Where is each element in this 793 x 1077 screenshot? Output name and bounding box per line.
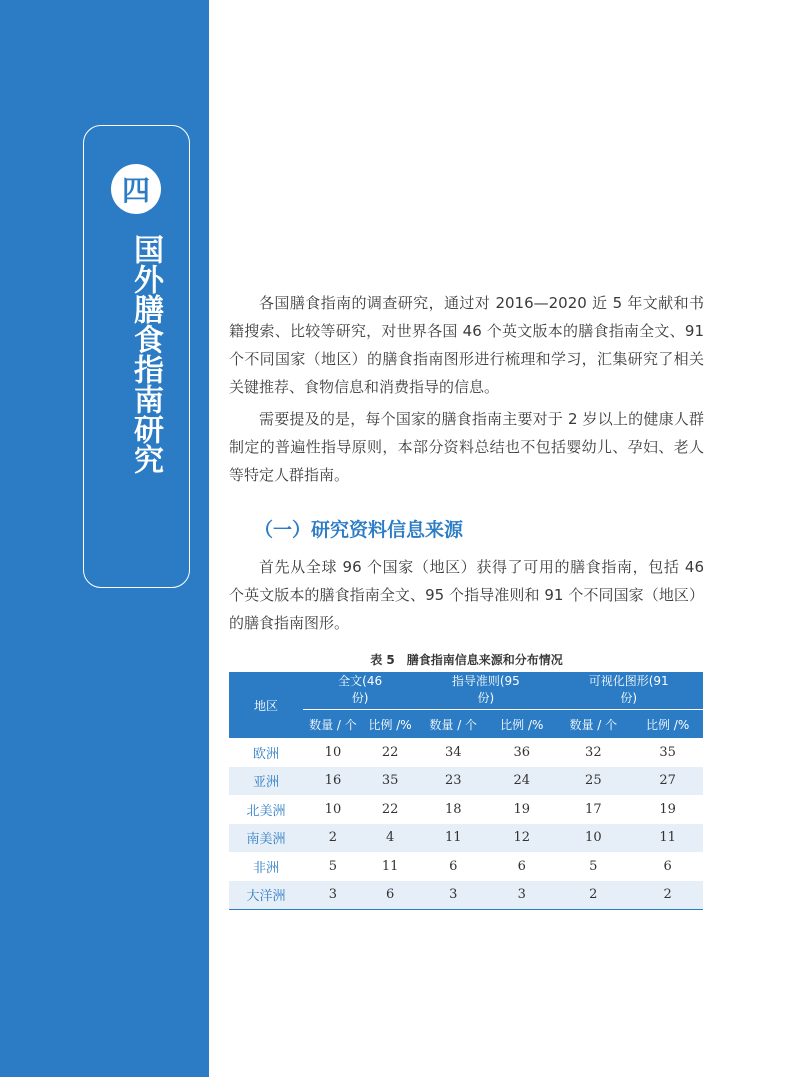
table-cell: 19	[632, 795, 703, 824]
table-cell: 11	[417, 824, 489, 853]
region-cell: 北美洲	[229, 795, 303, 824]
region-cell: 亚洲	[229, 767, 303, 796]
table-cell: 3	[303, 881, 363, 910]
table-cell: 35	[632, 738, 703, 767]
region-cell: 欧洲	[229, 738, 303, 767]
region-column-header: 地区	[229, 672, 303, 738]
table-cell: 18	[417, 795, 489, 824]
table-cell: 17	[554, 795, 632, 824]
region-cell: 非洲	[229, 852, 303, 881]
sub-header: 比例 /%	[363, 710, 417, 738]
table-cell: 6	[363, 881, 417, 910]
sub-header: 比例 /%	[632, 710, 703, 738]
table-cell: 16	[303, 767, 363, 796]
table-cell: 11	[632, 824, 703, 853]
chapter-number-badge: 四	[111, 164, 161, 214]
table-cell: 22	[363, 738, 417, 767]
chapter-title: 国外膳食指南研究	[128, 234, 163, 474]
table-cell: 5	[303, 852, 363, 881]
sub-header: 数量 / 个	[303, 710, 363, 738]
intro-paragraph-2: 需要提及的是，每个国家的膳食指南主要对于 2 岁以上的健康人群制定的普遍性指导原则，本部分资料总结也不包括婴幼儿、孕妇、老人等特定人群指南。	[229, 410, 704, 484]
group-header-fulltext: 全文(46 份)	[303, 672, 417, 710]
table-cell: 35	[363, 767, 417, 796]
table-row	[229, 767, 703, 796]
sub-header: 比例 /%	[489, 710, 554, 738]
intro-paragraph-1: 各国膳食指南的调查研究，通过对 2016—2020 近 5 年文献和书籍搜索、比较等研究，对世界各国 46 个英文版本的膳食指南全文、91 个不同国家（地区）的膳食指南图形进行梳理和学习，汇集研究了相关关键推荐、食物信息和消费指导的信息。	[229, 294, 704, 396]
table-cell: 2	[632, 881, 703, 910]
table-cell: 23	[417, 767, 489, 796]
data-table	[229, 672, 703, 910]
table-cell: 34	[417, 738, 489, 767]
table-row	[229, 881, 703, 910]
table-cell: 12	[489, 824, 554, 853]
table-cell: 19	[489, 795, 554, 824]
table-cell: 3	[489, 881, 554, 910]
section-paragraph: 首先从全球 96 个国家（地区）获得了可用的膳食指南，包括 46 个英文版本的膳食指南全文、95 个指导准则和 91 个不同国家（地区）的膳食指南图形。	[229, 558, 704, 632]
group-header-graphics: 可视化图形(91 份)	[554, 672, 703, 710]
table-cell: 27	[632, 767, 703, 796]
sub-header: 数量 / 个	[417, 710, 489, 738]
table-caption: 表 5 膳食指南信息来源和分布情况	[370, 653, 563, 667]
table-cell: 10	[303, 795, 363, 824]
table-cell: 10	[303, 738, 363, 767]
table-row	[229, 795, 703, 824]
table-row	[229, 852, 703, 881]
table-cell: 24	[489, 767, 554, 796]
table-cell: 10	[554, 824, 632, 853]
table-row	[229, 824, 703, 853]
region-cell: 大洋洲	[229, 881, 303, 910]
region-cell: 南美洲	[229, 824, 303, 853]
table-cell: 11	[363, 852, 417, 881]
table-cell: 6	[489, 852, 554, 881]
sub-header: 数量 / 个	[554, 710, 632, 738]
table-cell: 5	[554, 852, 632, 881]
table-cell: 22	[363, 795, 417, 824]
table-cell: 6	[417, 852, 489, 881]
table-cell: 3	[417, 881, 489, 910]
table-cell: 6	[632, 852, 703, 881]
table-cell: 25	[554, 767, 632, 796]
table-cell: 2	[303, 824, 363, 853]
group-header-guidelines: 指导准则(95 份)	[417, 672, 554, 710]
table-row	[229, 738, 703, 767]
table-cell: 4	[363, 824, 417, 853]
table-cell: 32	[554, 738, 632, 767]
table-cell: 2	[554, 881, 632, 910]
section-heading: （一）研究资料信息来源	[254, 519, 464, 541]
table-cell: 36	[489, 738, 554, 767]
